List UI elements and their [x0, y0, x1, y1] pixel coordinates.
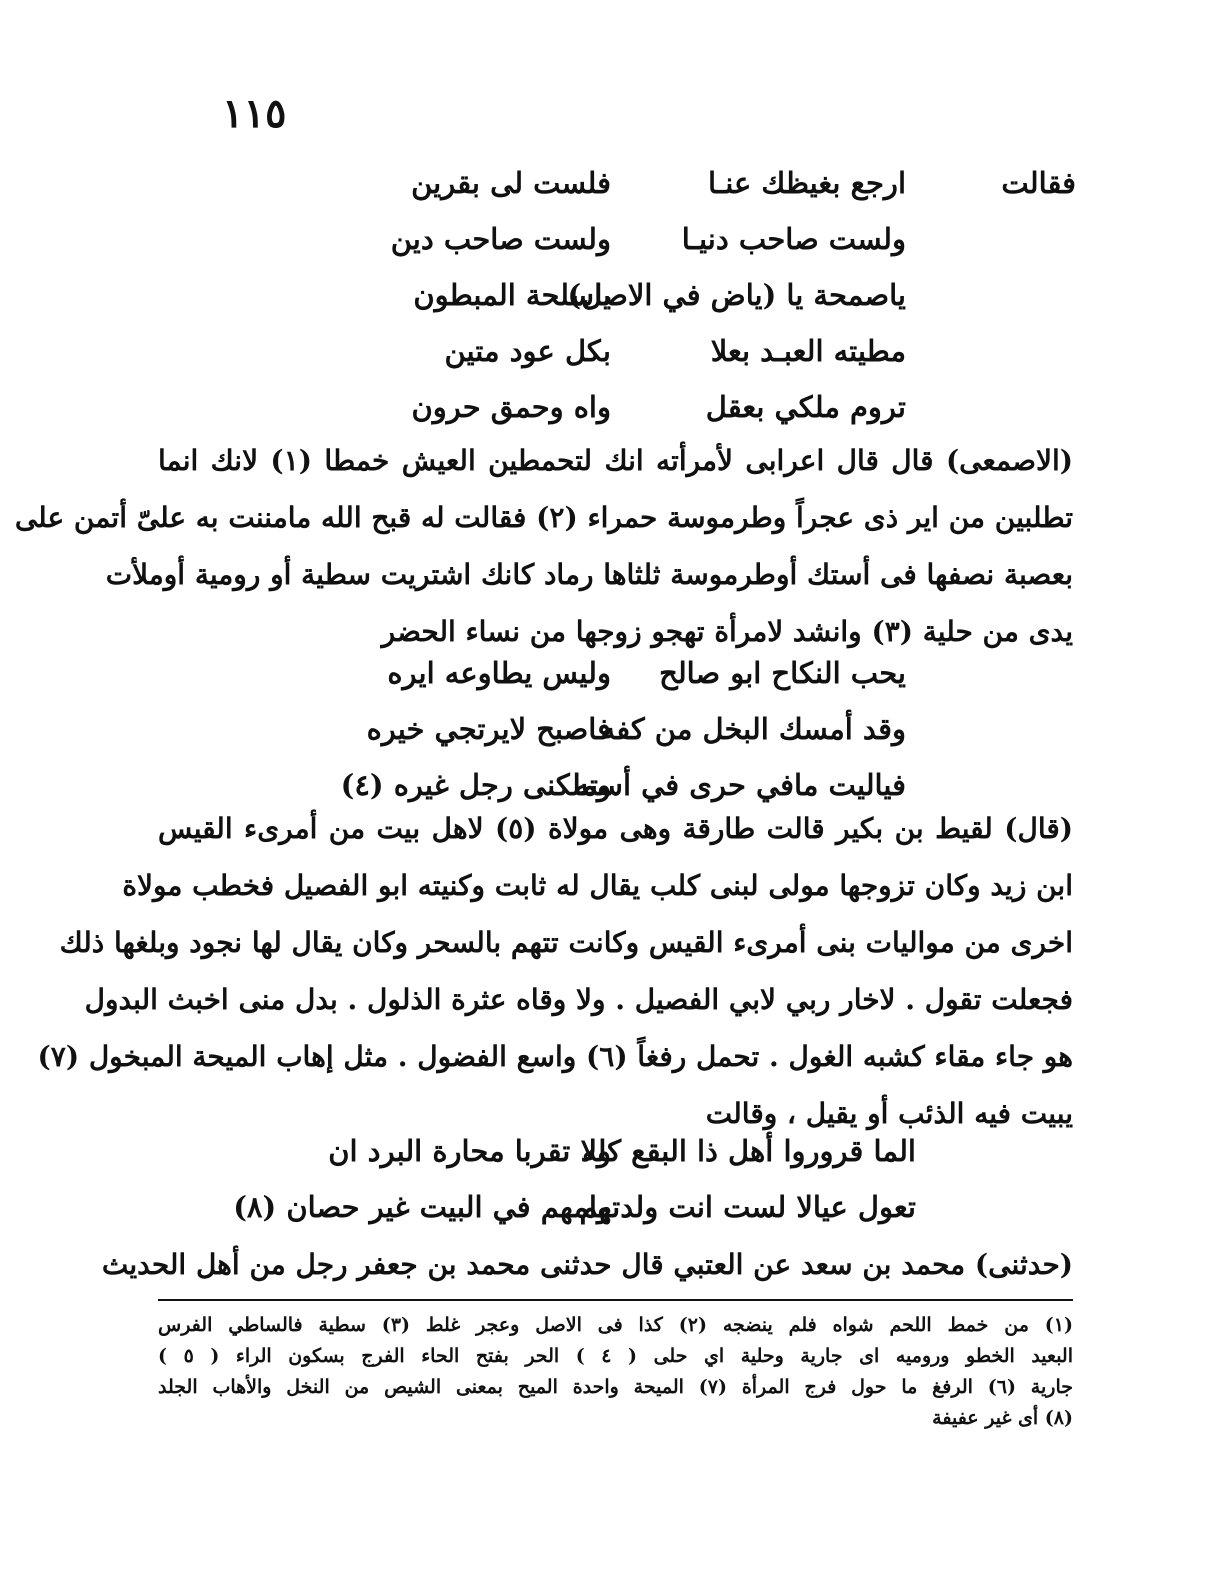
verse-second-hemistich: واه وحمق حرون — [411, 390, 611, 424]
footnote-line: (١) من خمط اللحم شواه فلم ينضجه (٢) كذا فى الاصل وعجر غلط (٣) سطية فالساطي الفرس — [158, 1314, 1073, 1336]
footnotes — [158, 1310, 1073, 1434]
verse-first-hemistich: فياليت مافي حرى في أسته — [574, 768, 906, 802]
paragraph-2 — [37, 800, 1074, 1142]
verse-first-hemistich: تعول عيالا لست انت ولدتهم — [579, 1190, 916, 1224]
page-number: ١١٥ — [222, 90, 287, 137]
verse-line — [0, 216, 1216, 272]
verse-first-hemistich: الما قروروا أهل ذا البقع كله — [582, 1134, 916, 1168]
prose-line: هو جاء مقاء كشبه الغول . تحمل رفغاً (٦) واسع الفضول . مثل إهاب الميحة المبخول (٧) — [37, 1040, 1073, 1073]
prose-line: اخرى من مواليات بنى أمرىء القيس وكانت تتهم بالسحر وكان يقال لها نجود وبلغها ذلك — [59, 926, 1073, 959]
verse-second-hemistich: ولست صاحب دين — [390, 222, 611, 256]
verse-second-hemistich: فاصبح لايرتجي خيره — [366, 712, 611, 746]
prose-line: (الاصمعى) قال قال اعرابى لأمرأته انك لتحمطين العيش خمطا (١) لانك انما — [158, 444, 1073, 477]
verse-lead-word: فقالت — [1001, 166, 1076, 200]
prose-line: ابن زيد وكان تزوجها مولى لبنى كلب يقال له ثابت وكنيته ابو الفصيل فخطب مولاة — [122, 869, 1073, 902]
verse-line — [0, 328, 1216, 384]
verse-line — [0, 650, 1216, 706]
verse-second-hemistich: ولا تقربا محارة البرد ان — [328, 1134, 611, 1168]
verse-second-hemistich: ياسلحة المبطون — [413, 278, 611, 312]
verse-line — [0, 160, 1216, 216]
verse-second-hemistich: وامهم في البيت غير حصان (٨) — [233, 1190, 611, 1224]
poem-3 — [0, 1128, 1216, 1240]
verse-first-hemistich: وقد أمسك البخل من كفه — [600, 712, 906, 746]
verse-line — [0, 706, 1216, 762]
prose-line: بعصبة نصفها فى أستك أوطرموسة ثلثاها رماد كانك اشتريت سطية أو رومية أوملأت — [105, 558, 1073, 591]
verse-first-hemistich: ياصمحة يا (ياض في الاصل) — [567, 278, 906, 312]
verse-second-hemistich: فلست لى بقرين — [411, 166, 611, 200]
footnote-line: (٨) أى غير عفيفة — [932, 1407, 1073, 1429]
verse-first-hemistich: تروم ملكي بعقل — [705, 390, 906, 424]
prose-line: يبيت فيه الذئب أو يقيل ، وقالت — [705, 1097, 1073, 1130]
verse-first-hemistich: مطيته العبـد بعلا — [710, 334, 906, 368]
verse-first-hemistich: يحب النكاح ابو صالح — [659, 656, 906, 690]
poem-2 — [0, 650, 1216, 818]
poem-1 — [0, 160, 1216, 440]
paragraph-1 — [14, 432, 1073, 660]
footnote-line: جارية (٦) الرفغ ما حول فرج المرأة (٧) الميحة واحدة الميح بمعنى الشيص من النخل والأهاب الجلد — [158, 1376, 1073, 1398]
verse-line — [0, 1128, 1216, 1184]
verse-first-hemistich: ارجع بغيظك عنـا — [707, 166, 906, 200]
prose-line: يدى من حلية (٣) وانشد لامرأة تهجو زوجها من نساء الحضر — [381, 615, 1073, 648]
verse-first-hemistich: ولست صاحب دنيـا — [681, 222, 906, 256]
prose-line: (قال) لقيط بن بكير قالت طارقة وهى مولاة (٥) لاهل بيت من أمرىء القيس — [158, 812, 1074, 845]
verse-second-hemistich: وملكنى رجل غيره (٤) — [340, 768, 611, 802]
footnote-line: البعيد الخطو وروميه اى جارية وحلية اي حلى ( ٤ ) الحر بفتح الحاء الفرج بسكون الراء ( ٥ ) — [158, 1345, 1073, 1367]
verse-line — [0, 272, 1216, 328]
prose-line: تطلبين من اير ذى عجراً وطرموسة حمراء (٢) فقالت له قبح الله مامننت به علىّ أتمن على — [14, 501, 1073, 534]
verse-line — [0, 1184, 1216, 1240]
verse-second-hemistich: وليس يطاوعه ايره — [387, 656, 611, 690]
prose-line: (حدثنى) محمد بن سعد عن العتبي قال حدثنى محمد بن جعفر رجل من أهل الحديث — [101, 1248, 1073, 1281]
verse-second-hemistich: بكل عود متين — [444, 334, 611, 368]
prose-line: فجعلت تقول . لاخار ربي لابي الفصيل . ولا وقاه عثرة الذلول . بدل منى اخبث البدول — [84, 983, 1073, 1016]
paragraph-3 — [101, 1236, 1073, 1293]
footnote-divider — [158, 1299, 1073, 1301]
